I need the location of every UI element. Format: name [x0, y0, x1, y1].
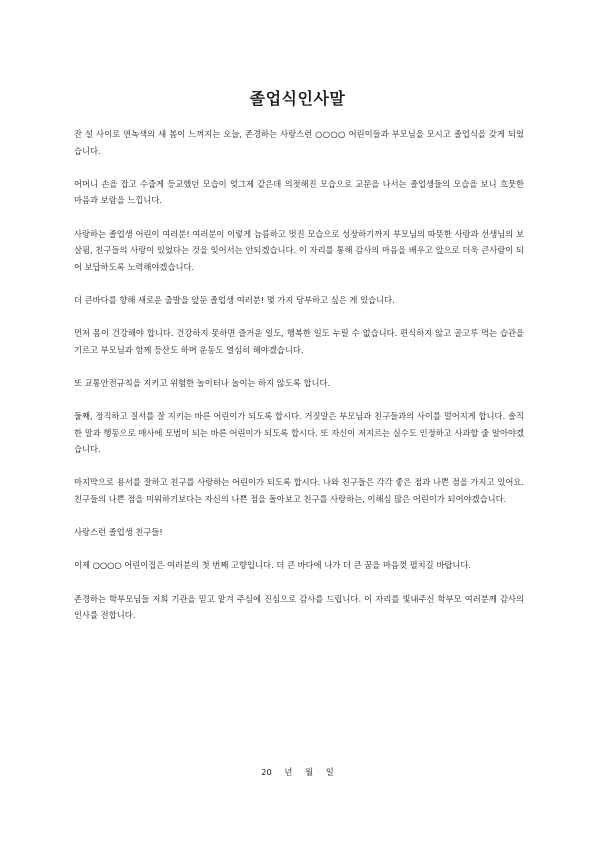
document-title: 졸업식인사말: [249, 89, 346, 108]
paragraph-honesty: 둘째, 정직하고 질서를 잘 지키는 바른 어린이가 되도록 합시다. 거짓말은 부모님과 친구들과의 사이를 멀어지게 합니다. 솔직한 말과 행동으로 매사에 모범이 되는 바른 어린이가 되도록 합시다. 또 자신이 저지르는 실수도 인정하고 사과할 줄 알아야겠습니다.: [74, 411, 524, 455]
document-body: [74, 126, 524, 640]
date-line: 20 년 월 일: [261, 767, 334, 777]
paragraph-greeting: 잔 설 사이로 연녹색의 새 봄이 느껴지는 오늘, 존경하는 사랑스런 ○○○○ 어린이들과 부모님을 모시고 졸업식을 갖게 되었습니다.: [74, 129, 524, 156]
paragraph-reflection: 어머니 손을 잡고 수줍게 등교했던 모습이 엊그제 같은데 의젓해진 모습으로 교문을 나서는 졸업생들의 모습을 보니 흐뭇한 마음과 보람을 느낍니다.: [74, 178, 524, 206]
paragraph-gratitude: 사랑하는 졸업생 어린이 여러분! 여러분이 이렇게 늠름하고 멋진 모습으로 성장하기까지 부모님의 따뜻한 사랑과 선생님의 보살핌, 친구들의 사랑이 있었다는 것을 잊어서는 안되겠습니다. 이 자리를 통해 감사의 마음을 배우고 앞으로 더욱 큰사람이 되어 보답하도록 노력해야겠습니다.: [74, 228, 524, 272]
paragraph-hometown: 이제 ○○○○ 어린이집은 여러분의 첫 번째 고향입니다. 더 큰 바다에 나가 더 큰 꿈을 마음껏 펼치길 바랍니다.: [74, 560, 472, 571]
paragraph-parents: 존경하는 학부모님들 저희 기관을 믿고 맡겨 주심에 진심으로 감사를 드립니다. 이 자리를 빛내주신 학부모 여러분께 감사의 인사를 전합니다.: [74, 593, 524, 621]
paragraph-request: 더 큰바다를 향해 새로운 출발을 앞둔 졸업생 여러분! 몇 가지 당부하고 싶은 게 있습니다.: [74, 294, 395, 305]
paragraph-health: 먼저 몸이 건강해야 합니다. 건강하지 못하면 즐거운 일도, 행복한 일도 누릴 수 없습니다. 편식하지 않고 골고루 먹는 습관을 기르고 부모님과 함께 등산도 하며 운동도 열심히 해야겠습니다.: [74, 328, 524, 355]
paragraph-safety: 또 교통안전규칙을 지키고 위험한 놀이터나 놀이는 하지 않도록 합니다.: [74, 377, 331, 388]
paragraph-address-graduates: 사랑스런 졸업생 친구들!: [74, 527, 163, 538]
paragraph-forgiveness: 마지막으로 용서를 잘하고 친구를 사랑하는 어린이가 되도록 합시다. 나와 친구들은 각각 좋은 점과 나쁜 점을 가지고 있어요. 친구들의 나쁜 점을 미워하기보다는 자신의 나쁜 점을 돌아보고 친구를 사랑하는, 이해심 많은 어린이가 되어야겠습니다.: [74, 477, 524, 505]
